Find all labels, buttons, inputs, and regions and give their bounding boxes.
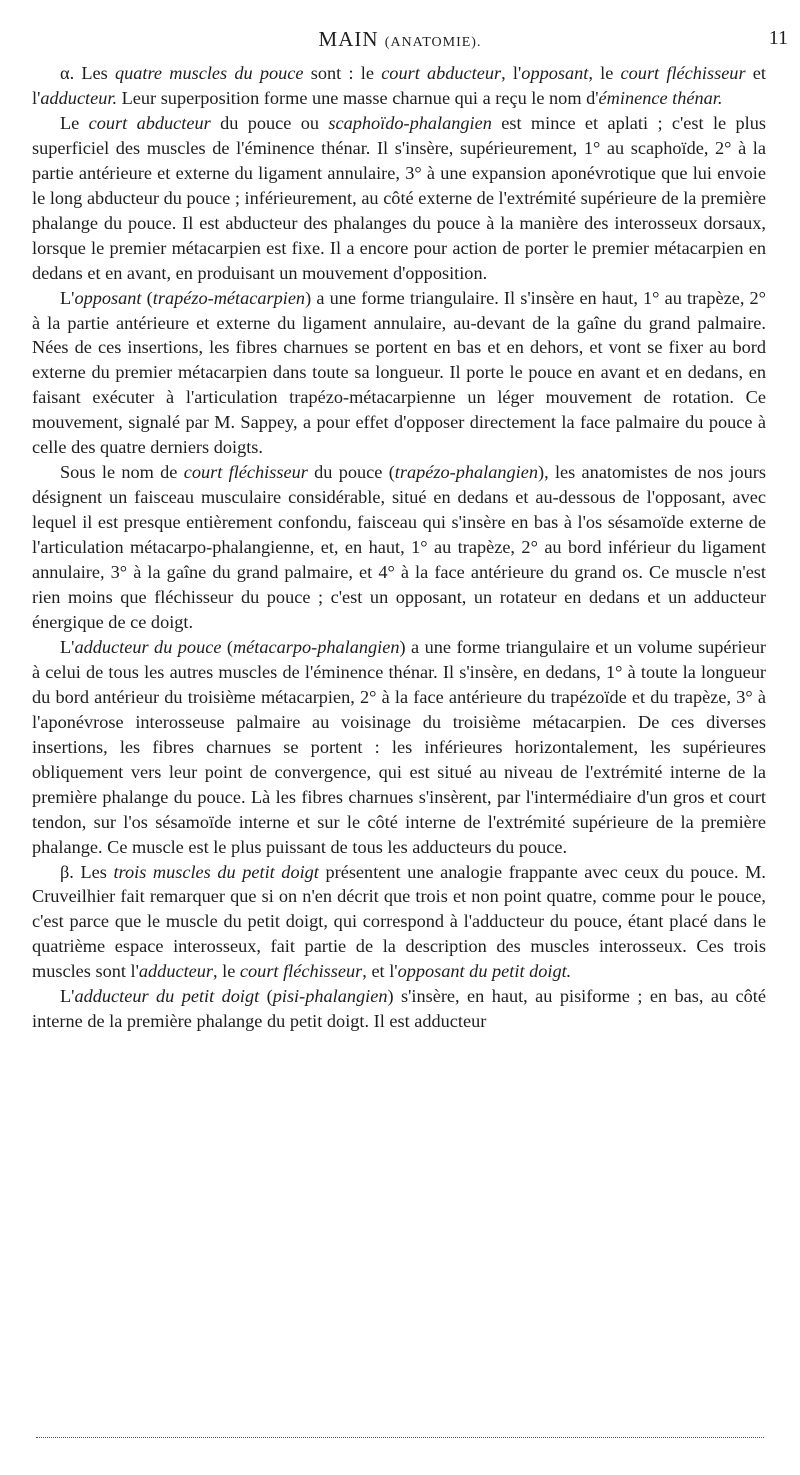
text-run: présentent une analogie frappante avec ceux du pouce. M. Cruveilhier fait remarquer que si on n'en décrit que trois et non point quatre, comme pour le pouce, c'est parce que le muscle du petit doigt, qui correspond à l'adducteur du pouce, étant placé dans le quatrième espace interosseux, fait partie de la description des muscles interosseux. Ces trois muscles sont l' — [32, 861, 766, 982]
text-run: L' — [60, 986, 75, 1007]
italic-run: pisi-phalangien — [272, 986, 388, 1007]
italic-run: court fléchisseur — [239, 961, 363, 982]
paragraph — [32, 860, 766, 985]
italic-run: court abducteur — [88, 112, 211, 133]
text-run: est mince et aplati ; c'est le plus superficiel des muscles de l'éminence thénar. Il s'insère, supérieurement, 1° au scaphoïde, 2° à la partie antérieure et externe du ligament annulaire, 3° à une expansion aponévrotique que lui envoie le long abducteur du pouce ; inférieurement, au côté externe de l'extrémité supérieure de la première phalange du pouce. Il est abducteur des phalanges du pouce à la manière des interosseux dorsaux, lorsque le premier métacarpien est fixe. Il a encore pour action de porter le premier métacarpien en dedans et en avant, en produisant un mouvement d'opposition. — [32, 112, 766, 283]
running-title-main: MAIN — [318, 27, 379, 51]
text-run: β. Les — [60, 861, 114, 882]
italic-run: trois muscles du petit doigt — [113, 861, 319, 882]
text-run: du pouce ou — [210, 112, 329, 133]
paragraph — [32, 286, 766, 461]
italic-run: opposant — [74, 287, 142, 308]
running-header — [0, 22, 800, 52]
italic-run: éminence thénar. — [598, 87, 723, 108]
running-title-sub: (ANATOMIE). — [384, 35, 482, 50]
text-run: le — [592, 63, 621, 83]
italic-run: adducteur — [138, 961, 214, 982]
paragraph — [32, 984, 766, 1034]
italic-run: trapézo-phalangien — [394, 462, 538, 483]
paragraph — [32, 61, 766, 111]
text-run: ( — [259, 986, 273, 1007]
italic-run: adducteur du pouce — [74, 636, 222, 657]
text-run: , et l' — [362, 961, 398, 982]
italic-run: opposant du petit doigt. — [397, 961, 572, 982]
text-run: et l' — [32, 63, 766, 108]
italic-run: adducteur. — [40, 87, 118, 108]
text-run: ), les anatomistes de nos jours désignent un faisceau musculaire considérable, situé en dedans et au-dessous de l'opposant, avec lequel il est presque entièrement confondu, faisceau qui s'insère en bas à l'os sésamoïde externe de l'articulation métacarpo-phalangienne, et, en haut, 1° au trapèze, 2° au bord inférieur du ligament annulaire, 3° à la gaîne du grand palmaire, et 4° à la face antérieure du grand os. Ce muscle n'est rien moins que fléchisseur du pouce ; c'est un opposant, un rotateur en dedans et un adducteur énergique de ce doigt. — [32, 462, 766, 632]
text-run: L' — [60, 636, 75, 657]
text-run: Le — [60, 112, 89, 133]
paragraph — [32, 111, 766, 286]
running-title — [0, 27, 800, 52]
text-run: Leur superposition forme une masse charnue qui a reçu le nom d' — [117, 87, 599, 108]
body-text — [32, 61, 766, 1034]
text-run: ( — [141, 287, 153, 308]
text-run: du pouce ( — [307, 462, 395, 483]
italic-run: court fléchisseur — [183, 462, 308, 483]
text-run: α. Les — [60, 63, 115, 83]
text-run: ) a une forme triangulaire. Il s'insère en haut, 1° au trapèze, 2° à la partie antérieure et externe du ligament annulaire, au-devant de la gaîne du grand palmaire. Nées de ces insertions, les fibres charnues se portent en bas et en dehors, et vont se fixer au bord externe du premier métacarpien dans toute sa longueur. Il porte le pouce en avant et en dedans, en faisant exécuter à l'articulation trapézo-métacarpienne un léger mouvement de rotation. Ce mouvement, signalé par M. Sappey, a pour effet d'opposer directement la face palmaire du pouce à celle des quatre derniers doigts. — [32, 287, 766, 458]
text-run: ( — [221, 636, 233, 657]
italic-run: court fléchisseur — [620, 63, 746, 83]
paragraph — [32, 460, 766, 635]
italic-run: métacarpo-phalangien — [232, 636, 400, 657]
paragraph — [32, 635, 766, 860]
italic-run: court abducteur — [381, 63, 502, 83]
page-number: 11 — [768, 27, 788, 49]
text-run: sont : le — [303, 63, 382, 83]
text-run: , le — [213, 961, 240, 982]
text-run: ) a une forme triangulaire et un volume supérieur à celui de tous les autres muscles de l'éminence thénar. Il s'insère, en dedans, 1° à toute la longueur du bord antérieur du troisième métacarpien, 2° à la face antérieure du trapézoïde et du trapèze, 3° à l'aponévrose interosseuse palmaire au voisinage du troisième métacarpien. De ces diverses insertions, les fibres charnues se portent : les inférieures horizontalement, les supérieures obliquement vers leur point de convergence, qui est situé au niveau de l'extrémité interne de la première phalange du pouce. Là les fibres charnues s'insèrent, par l'intermédiaire d'un gros et court tendon, sur l'os sésamoïde interne et sur le côté interne de l'extrémité supérieure de la première phalange. Ce muscle est le plus puissant de tous les adducteurs du pouce. — [32, 636, 766, 857]
text-run: L' — [60, 287, 75, 308]
italic-run: trapézo-métacarpien — [152, 287, 306, 308]
italic-run: opposant, — [521, 63, 593, 83]
italic-run: quatre muscles du pouce — [115, 63, 304, 83]
text-run: Sous le nom de — [60, 462, 184, 483]
italic-run: scaphoïdo-phalangien — [328, 112, 492, 133]
text-run: ) s'insère, en haut, au pisiforme ; en bas, au côté interne de la première phalange du petit doigt. Il est adducteur — [32, 986, 766, 1032]
footer-rule — [36, 1437, 764, 1438]
italic-run: adducteur du petit doigt — [74, 986, 260, 1007]
text-run: , l' — [501, 63, 522, 83]
